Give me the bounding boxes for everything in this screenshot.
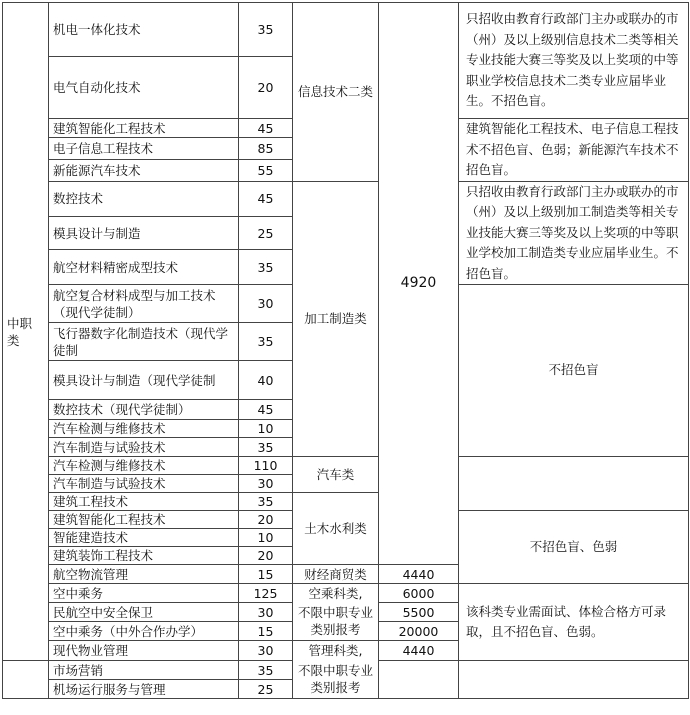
major-name: 建筑智能化工程技术 <box>49 511 239 529</box>
enrollment-count: 35 <box>239 661 293 680</box>
level-cell-blank <box>3 661 49 699</box>
note-cell: 只招收由教育行政部门主办或联办的市（州）及以上级别加工制造类等相关专业技能大赛三等奖及以上奖项的中等职业学校加工制造类专业应届毕业生。不招色盲。 <box>459 181 689 285</box>
enrollment-count: 35 <box>239 438 293 457</box>
major-name: 航空材料精密成型技术 <box>49 250 239 285</box>
major-name: 汽车制造与试验技术 <box>49 475 239 493</box>
enrollment-count: 45 <box>239 400 293 420</box>
category-cell: 信息技术二类 <box>293 3 379 182</box>
enrollment-count: 10 <box>239 529 293 547</box>
enrollment-count: 110 <box>239 457 293 475</box>
enrollment-table <box>2 2 689 699</box>
note-cell: 该科类专业需面试、体检合格方可录取，且不招色盲、色弱。 <box>459 584 689 661</box>
major-name: 建筑装饰工程技术 <box>49 547 239 565</box>
major-name: 航空物流管理 <box>49 565 239 584</box>
enrollment-count: 15 <box>239 622 293 641</box>
major-name: 智能建造技术 <box>49 529 239 547</box>
enrollment-count: 10 <box>239 420 293 438</box>
major-name: 数控技术（现代学徒制） <box>49 400 239 420</box>
major-name: 汽车检测与维修技术 <box>49 457 239 475</box>
category-cell: 空乘科类, <box>293 584 379 603</box>
level-cell: 中职类 <box>3 3 49 661</box>
major-name: 数控技术 <box>49 181 239 217</box>
enrollment-count: 85 <box>239 138 293 160</box>
major-name: 新能源汽车技术 <box>49 159 239 181</box>
fee-cell-blank <box>379 661 459 699</box>
enrollment-count: 45 <box>239 181 293 217</box>
fee-cell: 4440 <box>379 565 459 584</box>
enrollment-count: 40 <box>239 361 293 400</box>
enrollment-count: 30 <box>239 603 293 622</box>
enrollment-count: 35 <box>239 323 293 361</box>
fee-cell: 4920 <box>379 3 459 565</box>
note-cell: 建筑智能化工程技术、电子信息工程技术不招色盲、色弱；新能源汽车技术不招色盲。 <box>459 119 689 182</box>
enrollment-count: 35 <box>239 3 293 57</box>
table-row <box>3 457 689 475</box>
enrollment-count: 45 <box>239 119 293 138</box>
major-name: 空中乘务 <box>49 584 239 603</box>
enrollment-count: 25 <box>239 680 293 699</box>
category-cell: 不限中职专业类别报考 <box>293 661 379 699</box>
major-name: 电子信息工程技术 <box>49 138 239 160</box>
major-name: 建筑智能化工程技术 <box>49 119 239 138</box>
major-name: 民航空中安全保卫 <box>49 603 239 622</box>
category-cell: 土木水利类 <box>293 493 379 565</box>
table-row <box>3 584 689 603</box>
category-cell: 管理科类, <box>293 641 379 661</box>
major-name: 机场运行服务与管理 <box>49 680 239 699</box>
enrollment-count: 20 <box>239 547 293 565</box>
note-cell-blank <box>459 457 689 511</box>
major-name: 电气自动化技术 <box>49 57 239 119</box>
category-cell: 加工制造类 <box>293 181 379 457</box>
category-cell: 财经商贸类 <box>293 565 379 584</box>
major-name: 机电一体化技术 <box>49 3 239 57</box>
enrollment-count: 15 <box>239 565 293 584</box>
enrollment-count: 35 <box>239 250 293 285</box>
enrollment-count: 20 <box>239 511 293 529</box>
major-name: 模具设计与制造（现代学徒制 <box>49 361 239 400</box>
category-cell: 汽车类 <box>293 457 379 493</box>
major-name: 汽车制造与试验技术 <box>49 438 239 457</box>
note-cell: 不招色盲 <box>459 285 689 457</box>
major-name: 飞行器数字化制造技术（现代学徒制 <box>49 323 239 361</box>
note-cell: 只招收由教育行政部门主办或联办的市（州）及以上级别信息技术二类等相关专业技能大赛三等奖及以上奖项的中等职业学校信息技术二类专业应届毕业生。不招色盲。 <box>459 3 689 119</box>
major-name: 汽车检测与维修技术 <box>49 420 239 438</box>
fee-cell: 5500 <box>379 603 459 622</box>
enrollment-count: 25 <box>239 217 293 250</box>
enrollment-count: 30 <box>239 285 293 323</box>
table-row <box>3 661 689 680</box>
fee-cell: 20000 <box>379 622 459 641</box>
major-name: 航空复合材料成型与加工技术（现代学徒制） <box>49 285 239 323</box>
enrollment-count: 20 <box>239 57 293 119</box>
enrollment-count: 35 <box>239 493 293 511</box>
enrollment-count: 55 <box>239 159 293 181</box>
major-name: 建筑工程技术 <box>49 493 239 511</box>
major-name: 市场营销 <box>49 661 239 680</box>
fee-cell: 4440 <box>379 641 459 661</box>
table-row <box>3 181 689 217</box>
note-cell-blank <box>459 661 689 699</box>
fee-cell: 6000 <box>379 584 459 603</box>
major-name: 空中乘务（中外合作办学） <box>49 622 239 641</box>
major-name: 现代物业管理 <box>49 641 239 661</box>
category-cell: 不限中职专业类别报考 <box>293 603 379 641</box>
enrollment-count: 30 <box>239 475 293 493</box>
enrollment-count: 125 <box>239 584 293 603</box>
major-name: 模具设计与制造 <box>49 217 239 250</box>
enrollment-count: 30 <box>239 641 293 661</box>
table-row <box>3 3 689 57</box>
note-cell: 不招色盲、色弱 <box>459 511 689 584</box>
